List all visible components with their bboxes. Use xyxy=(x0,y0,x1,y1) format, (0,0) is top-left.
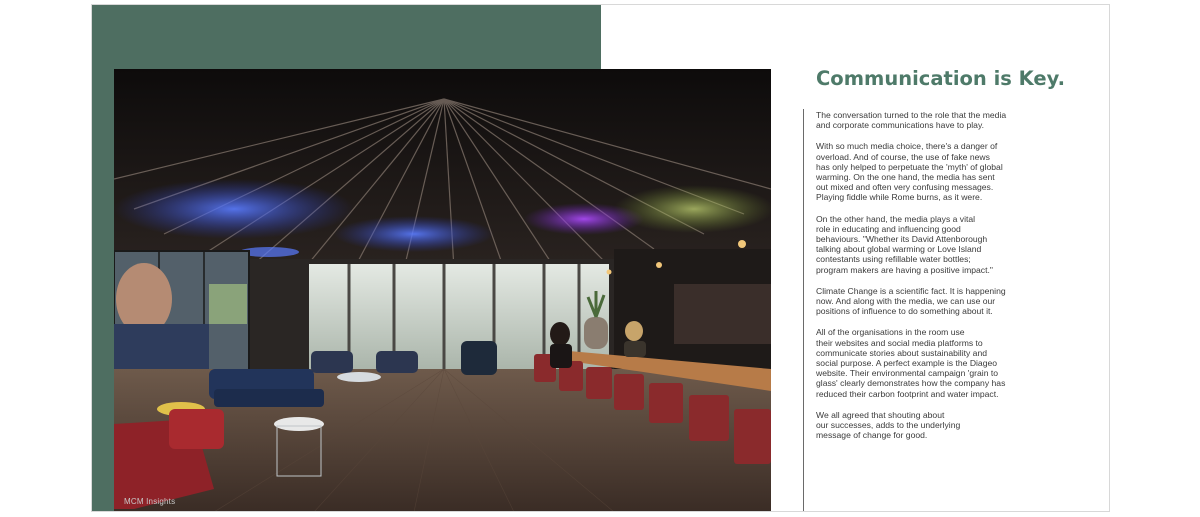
document-spread xyxy=(91,4,1110,512)
paragraph: On the other hand, the media plays a vital role in educating and influencing good behaviours. "Whether its David Attenborough talking about global warming or Love Island contestants using refillable water bottles; program makers are having a positive impact." xyxy=(816,213,993,275)
paragraph: The conversation turned to the role that the media and corporate communications have to play. xyxy=(816,110,1007,131)
article-body xyxy=(816,110,1041,451)
paragraph: We all agreed that shouting about our successes, adds to the underlying message of change for good. xyxy=(816,409,961,441)
green-accent-side xyxy=(92,69,114,512)
paragraph: Climate Change is a scientific fact. It is happening now. And along with the media, we can use our positions of influence to do something about it. xyxy=(816,285,1006,317)
green-accent-block xyxy=(92,5,601,69)
paragraph: With so much media choice, there's a danger of overload. And of course, the use of fake news has only helped to perpetuate the 'myth' of global warming. On the one hand, the media has sent out mixed and often very confusing messages. Playing fiddle while Rome burns, as it were. xyxy=(816,141,1003,203)
office-photo-illustration xyxy=(114,69,771,512)
page-title: Communication is Key. xyxy=(816,67,1065,90)
vertical-divider xyxy=(803,109,804,512)
photo-logo: MCM Insights xyxy=(124,497,176,506)
office-photo xyxy=(114,69,771,512)
paragraph: All of the organisations in the room use their websites and social media platforms to communicate stories about sustainability and social purpose. A perfect example is the Diageo website. Their environmental campaign 'grain to glass' clearly demonstrates how the company has reduced their carbon footprint and water impact. xyxy=(816,327,1006,399)
